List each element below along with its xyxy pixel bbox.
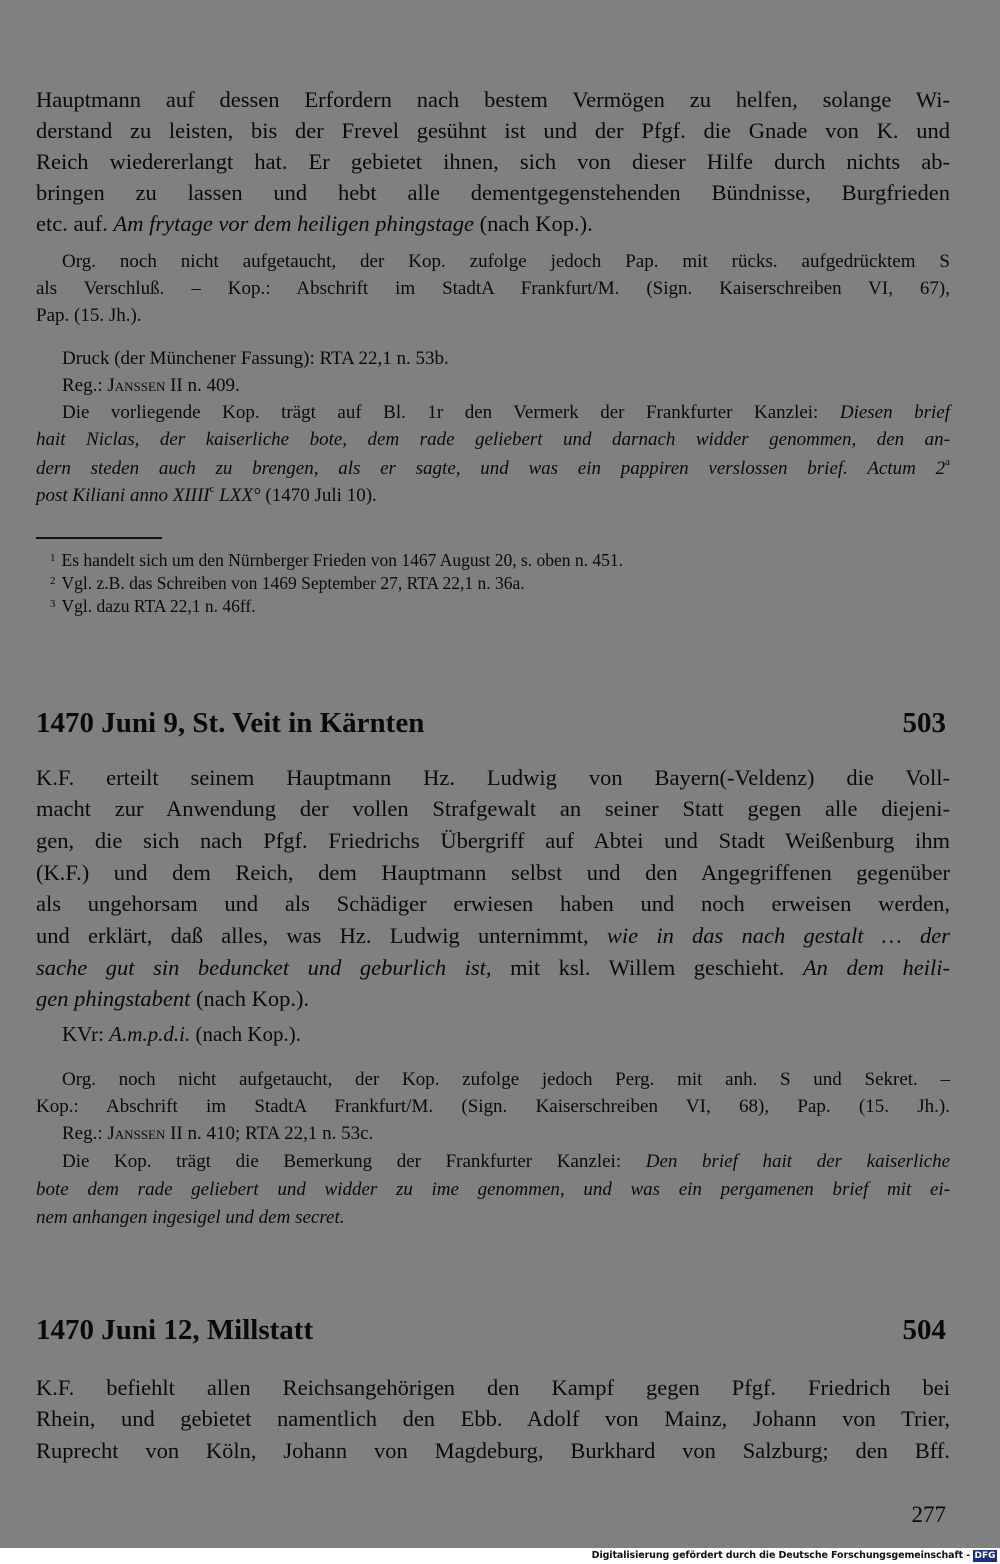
italic-quote: Den brief hait der kaiserliche bbox=[645, 1151, 950, 1172]
entry-number: 503 bbox=[902, 707, 946, 739]
superscript: a bbox=[945, 456, 950, 468]
entry-date-place: 1470 Juni 9, St. Veit in Kärnten bbox=[36, 707, 425, 739]
text-line bbox=[36, 213, 950, 236]
italic-quote: sache gut sin beduncket und geburlich ist, bbox=[36, 955, 492, 980]
kvr-line bbox=[62, 1024, 950, 1045]
footnote bbox=[50, 552, 623, 570]
text-span: und erklärt, daß alles, was Hz. Ludwig unternimmt, bbox=[36, 923, 607, 948]
text-line: K.F. erteilt seinem Hauptmann Hz. Ludwig von Bayern(-Veldenz) die Voll- bbox=[36, 765, 950, 790]
text-line: K.F. befiehlt allen Reichsangehörigen den Kampf gegen Pfgf. Friedrich bei bbox=[36, 1375, 950, 1400]
italic-date-phrase: An dem heili- bbox=[802, 955, 950, 980]
note-line: Org. noch nicht aufgetaucht, der Kop. zufolge jedoch Pap. mit rücks. aufgedrücktem S bbox=[62, 251, 950, 272]
note-line bbox=[36, 1180, 950, 1199]
dfg-logo-icon: DFG bbox=[974, 1551, 996, 1561]
text-span: (nach Kop.). bbox=[190, 986, 310, 1011]
text-span: Reg.: bbox=[62, 375, 108, 396]
text-line bbox=[36, 957, 950, 980]
footnote-text: Vgl. dazu RTA 22,1 n. 46ff. bbox=[61, 596, 256, 616]
text-span: Reg.: bbox=[62, 1123, 108, 1144]
italic-quote: LXX° bbox=[214, 485, 261, 506]
superscript: c bbox=[209, 483, 215, 495]
note-line bbox=[36, 457, 950, 478]
text-span: Die Kop. trägt die Bemerkung der Frankfurter Kanzlei: bbox=[62, 1151, 646, 1172]
text-line: Ruprecht von Köln, Johann von Magdeburg, Burkhard von Salzburg; den Bff. bbox=[36, 1438, 950, 1463]
entry-504-heading bbox=[36, 1316, 946, 1345]
italic-quote: post Kiliani anno XIIII bbox=[36, 485, 210, 506]
text-line: Hauptmann auf dessen Erfordern nach bestem Vermögen zu helfen, solange Wi- bbox=[36, 87, 950, 112]
druck-line: Druck (der Münchener Fassung): RTA 22,1 n. 53b. bbox=[62, 348, 449, 369]
page-number: 277 bbox=[911, 1502, 946, 1527]
footnote-divider bbox=[36, 537, 162, 539]
note-line bbox=[36, 484, 950, 505]
footnote bbox=[50, 575, 525, 593]
text-line bbox=[36, 925, 950, 948]
italic-quote: dern steden auch zu brengen, als er sagte, und was ein pappiren verslossen brief. Actum 2 bbox=[36, 458, 946, 479]
reg-line bbox=[62, 376, 950, 395]
text-span: II n. 409. bbox=[165, 375, 240, 396]
text-span: Die vorliegende Kop. trägt auf Bl. 1r den Vermerk der Frankfurter Kanzlei: bbox=[62, 402, 840, 423]
text-span: (1470 Juli 10). bbox=[260, 485, 377, 506]
note-line bbox=[36, 430, 950, 449]
italic-quote: wie in das nach gestalt … der bbox=[606, 923, 951, 948]
footnote-number: 1 bbox=[50, 552, 56, 564]
reg-line bbox=[62, 1124, 950, 1143]
italic-abbrev: A.m.p.d.i. bbox=[109, 1022, 191, 1046]
author-name: Janssen bbox=[107, 375, 166, 396]
text-span: KVr: bbox=[62, 1022, 110, 1046]
text-span: mit ksl. Willem geschieht. bbox=[491, 955, 803, 980]
note-line: als Verschluß. – Kop.: Abschrift im StadtA Frankfurt/M. (Sign. Kaiserschreiben VI, 67), bbox=[36, 278, 950, 299]
italic-date-phrase: gen phingstabent bbox=[36, 986, 191, 1011]
text-line: gen, die sich nach Pfgf. Friedrichs Übergriff auf Abtei und Stadt Weißenburg ihm bbox=[36, 828, 950, 853]
footnote-number: 3 bbox=[50, 598, 56, 610]
text-span: (nach Kop.). bbox=[190, 1022, 302, 1046]
entry-503-heading bbox=[36, 709, 946, 738]
italic-quote: bote dem rade geliebert und widder zu ime genommen, und was ein pergamenen brief mit ei- bbox=[36, 1179, 950, 1200]
text-line: Reich wiedererlangt hat. Er gebietet ihnen, sich von dieser Hilfe durch nichts ab- bbox=[36, 149, 950, 174]
note-line: Kop.: Abschrift im StadtA Frankfurt/M. (Sign. Kaiserschreiben VI, 68), Pap. (15. Jh.). bbox=[36, 1096, 950, 1117]
italic-quote: Diesen brief bbox=[839, 402, 950, 423]
text-span: (nach Kop.). bbox=[474, 211, 593, 236]
note-line: Pap. (15. Jh.). bbox=[36, 305, 142, 326]
text-line: macht zur Anwendung der vollen Strafgewalt an seiner Statt gegen alle diejeni- bbox=[36, 796, 950, 821]
text-span: etc. auf. bbox=[36, 211, 114, 236]
entry-date-place: 1470 Juni 12, Millstatt bbox=[36, 1314, 314, 1346]
entry-number: 504 bbox=[902, 1314, 946, 1346]
footnote-text: Es handelt sich um den Nürnberger Frieden von 1467 August 20, s. oben n. 451. bbox=[61, 550, 624, 570]
note-line bbox=[62, 403, 950, 422]
note-line bbox=[62, 1152, 950, 1171]
text-line: bringen zu lassen und hebt alle dementgegenstehenden Bündnisse, Burgfrieden bbox=[36, 180, 950, 205]
footer-credit-text: Digitalisierung gefördert durch die Deutsche Forschungsgemeinschaft - bbox=[591, 1550, 970, 1561]
note-line bbox=[36, 1208, 950, 1227]
italic-date-phrase: Am frytage vor dem heiligen phingstage bbox=[113, 211, 475, 236]
text-span: II n. 410; RTA 22,1 n. 53c. bbox=[165, 1123, 374, 1144]
author-name: Janssen bbox=[107, 1123, 166, 1144]
text-line bbox=[36, 988, 950, 1011]
footnote bbox=[50, 598, 256, 616]
text-line: (K.F.) und dem Reich, dem Hauptmann selbst und den Angegriffenen gegenüber bbox=[36, 860, 950, 885]
text-line: Rhein, und gebietet namentlich den Ebb. Adolf von Mainz, Johann von Trier, bbox=[36, 1406, 950, 1431]
text-line: derstand zu leisten, bis der Frevel gesühnt ist und der Pfgf. die Gnade von K. und bbox=[36, 118, 950, 143]
italic-quote: hait Niclas, der kaiserliche bote, dem rade geliebert und darnach widder genommen, den an- bbox=[36, 429, 950, 450]
italic-quote: nem anhangen ingesigel und dem secret. bbox=[36, 1207, 345, 1228]
footnote-number: 2 bbox=[50, 575, 56, 587]
footnote-text: Vgl. z.B. das Schreiben von 1469 September 27, RTA 22,1 n. 36a. bbox=[61, 573, 525, 593]
note-line: Org. noch nicht aufgetaucht, der Kop. zufolge jedoch Perg. mit anh. S und Sekret. – bbox=[62, 1069, 950, 1090]
text-line: als ungehorsam und als Schädiger erwiesen haben und noch erweisen werden, bbox=[36, 891, 950, 916]
